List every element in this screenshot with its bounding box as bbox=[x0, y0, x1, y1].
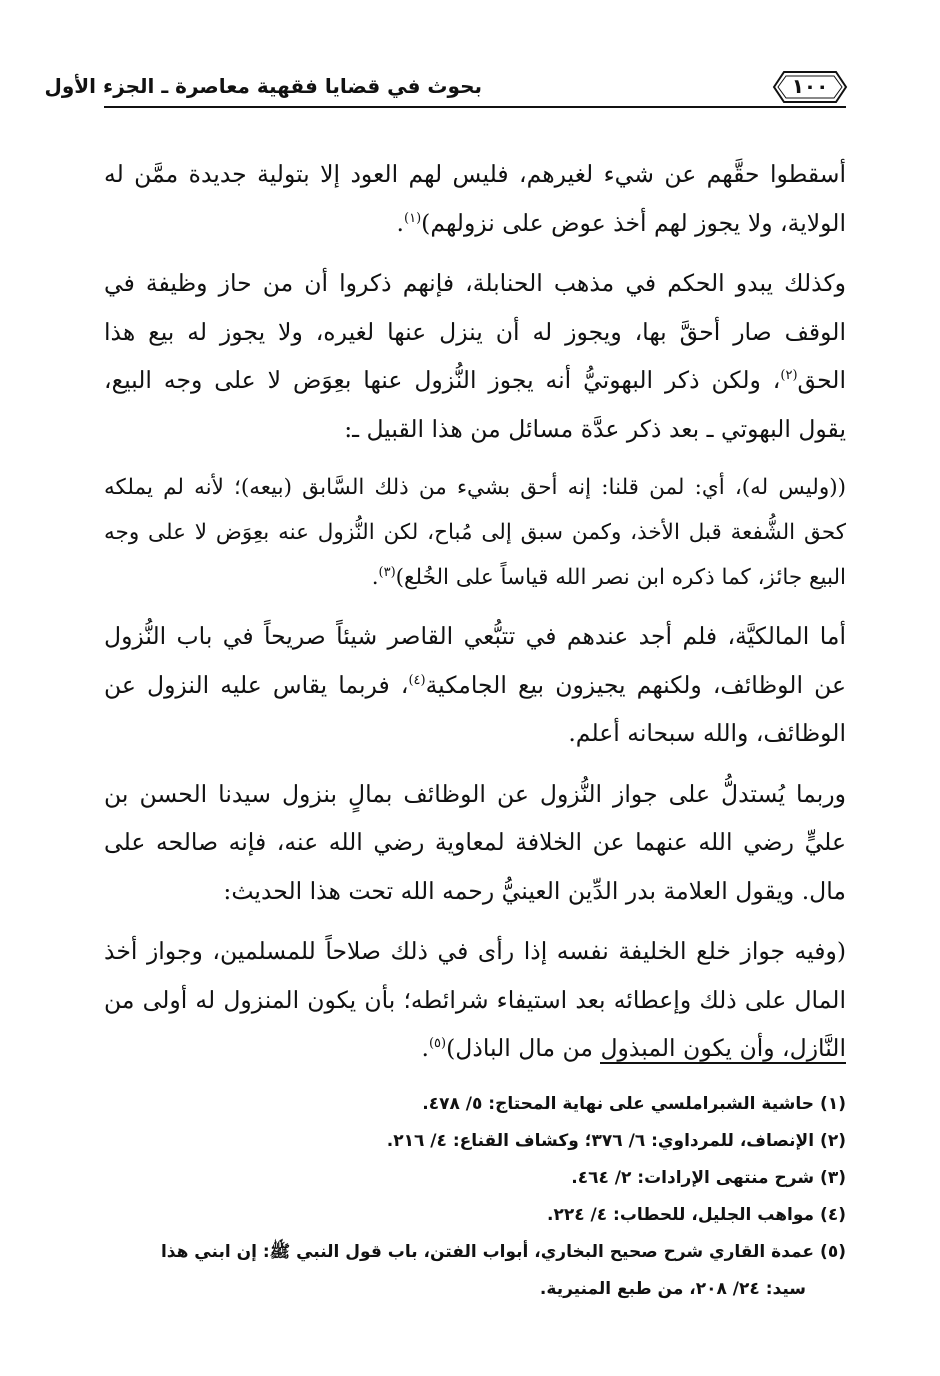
quote-2-end: . bbox=[421, 1034, 429, 1062]
footnote-ref-4[interactable]: (٤) bbox=[408, 672, 426, 688]
footnote-ref-2[interactable]: (٢) bbox=[780, 368, 798, 384]
running-header-title: بحوث في قضايا فقهية معاصرة ـ الجزء الأول bbox=[44, 74, 482, 98]
footnote-text: مواهب الجليل، للحطاب: ٤/ ٢٢٤. bbox=[546, 1205, 815, 1225]
footnote-5 bbox=[104, 1234, 846, 1271]
footnote-ref-3[interactable]: (٣) bbox=[378, 564, 396, 580]
paragraph-1-text: أسقطوا حقَّهم عن شيء لغيرهم، فليس لهم العود إلا بتولية جديدة ممَّن له الولاية، ولا يجوز لهم أخذ عوض على نزولهم) bbox=[104, 160, 846, 237]
footnote-ref-1[interactable]: (١) bbox=[404, 210, 422, 226]
footnote-1 bbox=[104, 1086, 846, 1123]
paragraph-2-text: وكذلك يبدو الحكم في مذهب الحنابلة، فإنهم ذكروا أن من حاز وظيفة في الوقف صار أحقَّ بها، ويجوز له أن ينزل عنها لغيره، ولا يجوز له بيع هذا الحق bbox=[104, 269, 846, 394]
footnote-3 bbox=[104, 1160, 846, 1197]
header-divider bbox=[104, 106, 846, 108]
paragraph-3-continuation: ، فربما يقاس عليه النزول عن الوظائف، والله سبحانه أعلم. bbox=[104, 670, 846, 747]
paragraph-1 bbox=[104, 150, 846, 247]
quote-1 bbox=[104, 465, 846, 600]
footnote-text: عمدة القاري شرح صحيح البخاري، أبواب الفتن، باب قول النبي ﷺ: إن ابني هذا bbox=[160, 1242, 815, 1262]
quote-1-text: ((وليس له)، أي: لمن قلنا: إنه أحق بشيء من ذلك السَّابق (بيعه)؛ لأنه لم يملكه كحق الشُّفعة قبل الأخذ، وكمن سبق إلى مُباح، لكن النُّزول عنه بعِوَض لا على وجه البيع جائز، كما ذكره ابن نصر الله قياساً على الخُلع) bbox=[104, 475, 846, 590]
footnote-5-continuation bbox=[104, 1271, 846, 1308]
paragraph-2 bbox=[104, 259, 846, 453]
footnote-text: حاشية الشبراملسي على نهاية المحتاج: ٥/ ٤٧٨. bbox=[422, 1094, 815, 1114]
main-text bbox=[104, 150, 846, 1073]
paragraph-2-continuation: ، ولكن ذكر البهوتيُّ أنه يجوز النُّزول عنها بعِوَض لا على وجه البيع، يقول البهوتي ـ بعد ذكر عدَّة مسائل من هذا القبيل ـ: bbox=[104, 366, 846, 443]
quote-2 bbox=[104, 927, 846, 1073]
footnote-number: (٤) bbox=[820, 1205, 846, 1225]
paragraph-3 bbox=[104, 612, 846, 758]
quote-1-end: . bbox=[371, 565, 379, 590]
footnote-text: الإنصاف، للمرداوي: ٦/ ٣٧٦؛ وكشاف القناع: ٤/ ٢١٦. bbox=[386, 1131, 815, 1151]
paragraph-1-end: . bbox=[396, 208, 405, 237]
footnote-ref-5[interactable]: (٥) bbox=[428, 1036, 447, 1052]
footnote-text: سيد: ٢٤/ ٢٠٨، من طبع المنيرية. bbox=[539, 1279, 806, 1299]
footnote-text: شرح منتهى الإرادات: ٢/ ٤٦٤. bbox=[571, 1168, 815, 1188]
footnote-number: (٢) bbox=[820, 1131, 846, 1151]
footnote-number: (١) bbox=[820, 1094, 846, 1114]
quote-2-text: (وفيه جواز خلع الخليفة نفسه إذا رأى في ذلك صلاحاً للمسلمين، وجواز أخذ المال على ذلك وإعطائه بعد استيفاء شرائطه؛ بأن يكون المنزول له أولى من النَّازل، وأن يكون المبذول من مال الباذل) bbox=[104, 937, 846, 1062]
footnote-number: (٥) bbox=[820, 1242, 846, 1262]
footnote-divider bbox=[600, 1062, 846, 1064]
footnote-4 bbox=[104, 1197, 846, 1234]
footnote-number: (٣) bbox=[820, 1168, 846, 1188]
page-number: ١٠٠ bbox=[791, 74, 829, 98]
footnote-2 bbox=[104, 1123, 846, 1160]
paragraph-4 bbox=[104, 770, 846, 916]
paragraph-4-text: وربما يُستدلُّ على جواز النُّزول عن الوظائف بمالٍ بنزول سيدنا الحسن بن عليٍّ رضي الله عنهما عن الخلافة لمعاوية رضي الله عنه، فإنه صالحه على مال. ويقول العلامة بدر الدِّين العينيُّ رحمه الله تحت هذا الحديث: bbox=[104, 779, 846, 905]
page-number-ornament bbox=[770, 68, 850, 106]
footnotes bbox=[104, 1086, 846, 1308]
paragraph-3-text: أما المالكيَّة، فلم أجد عندهم في تتبُّعي القاصر شيئاً صريحاً في باب النُّزول عن الوظائف، ولكنهم يجيزون بيع الجامكية bbox=[104, 622, 846, 699]
